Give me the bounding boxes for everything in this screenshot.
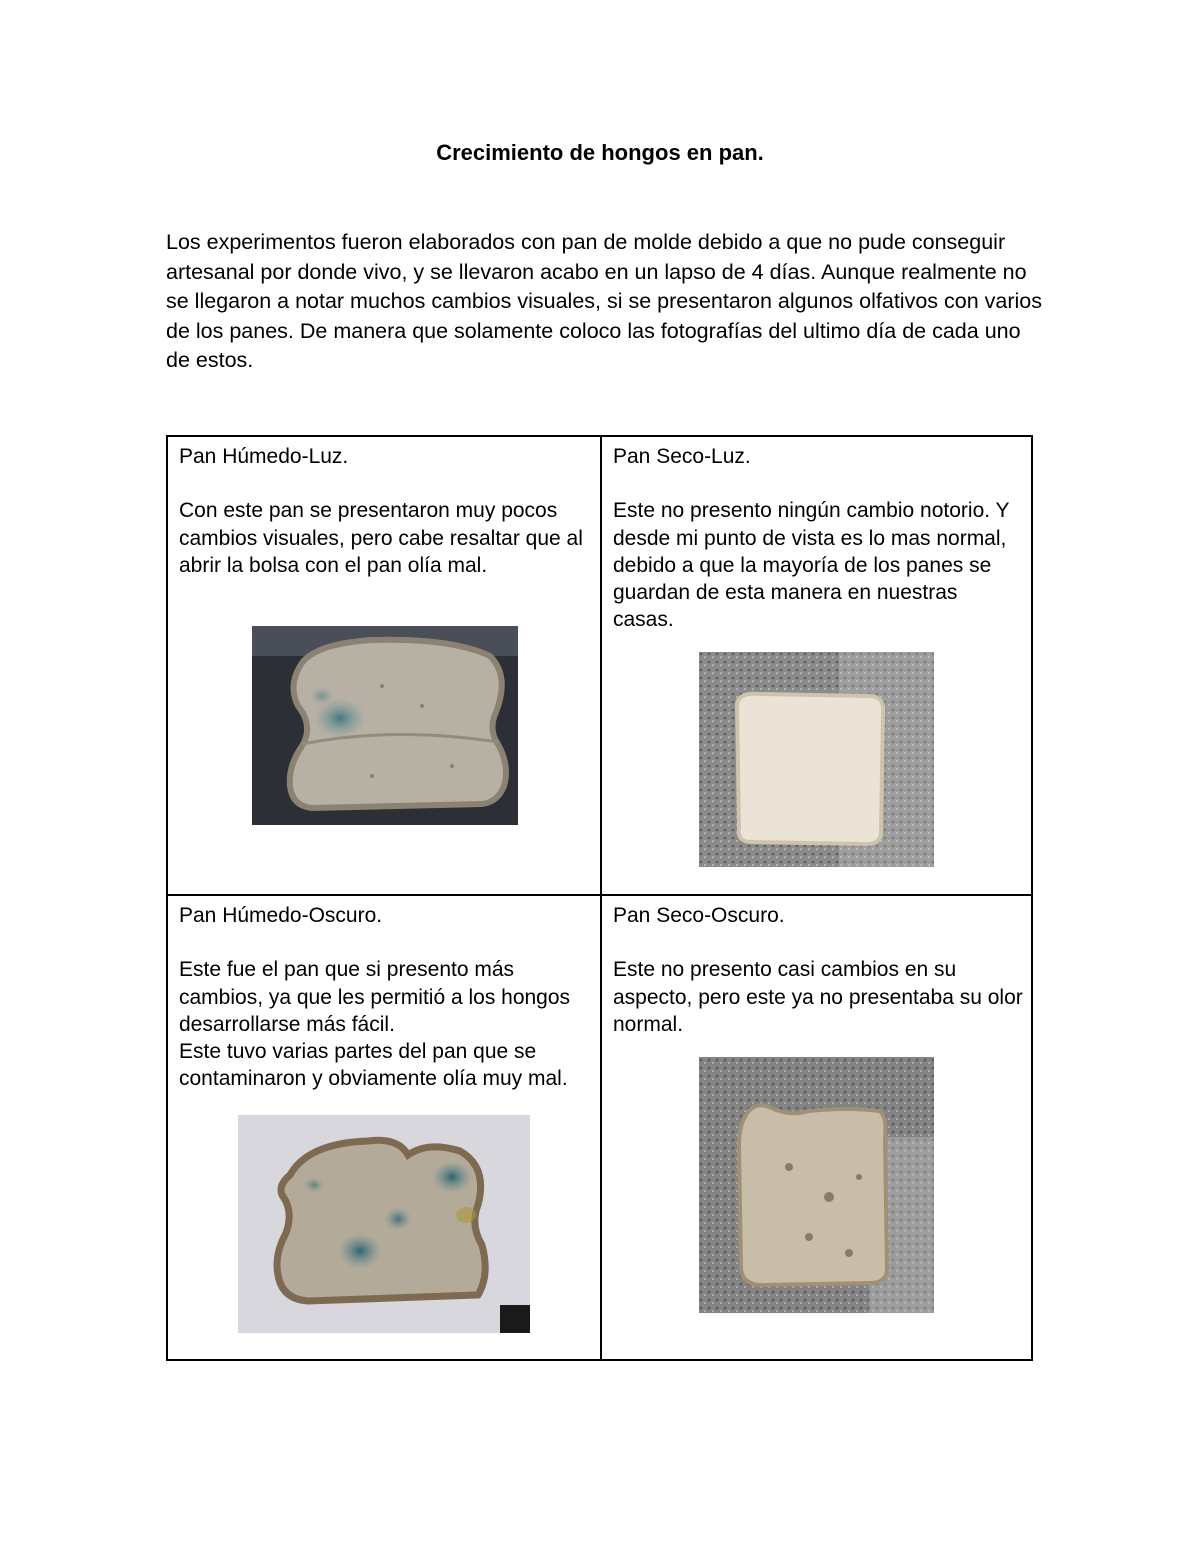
cell-humedo-oscuro [179,902,589,1093]
results-table [166,435,1033,1361]
photo-pan-humedo-luz [252,626,518,825]
table-divider-vertical [600,437,602,1359]
photo-pan-seco-luz [699,652,934,867]
table-divider-horizontal [168,894,1031,896]
cell-heading: Pan Seco-Oscuro. [613,904,785,927]
cell-description: Este fue el pan que si presento más cambios, ya que les permitió a los hongos desarrollarse más fácil. [179,958,571,1036]
cell-heading: Pan Húmedo-Luz. [179,445,349,468]
cell-seco-oscuro [613,902,1023,1038]
cell-description-continued: Este tuvo varias partes del pan que se contaminaron y obviamente olía muy mal. [179,1040,568,1091]
cell-seco-luz [613,443,1023,634]
intro-paragraph: Los experimentos fueron elaborados con pan de molde debido a que no pude conseguir artesanal por donde vivo, y se llevaron acabo en un lapso de 4 días. Aunque realmente no se llegaron a notar muchos cambios visuales, si se presentaron algunos olfativos con varios de los panes. De manera que solamente coloco las fotografías del ultimo día de cada uno de estos. [166,230,1042,372]
cell-heading: Pan Seco-Luz. [613,445,751,468]
page-title: Crecimiento de hongos en pan. [436,140,764,165]
photo-pan-humedo-oscuro [238,1115,530,1333]
cell-description: Este no presento ningún cambio notorio. Y desde mi punto de vista es lo mas normal, debido a que la mayoría de los panes se guardan de esta manera en nuestras casas. [613,499,1010,632]
photo-pan-seco-oscuro [699,1057,934,1313]
cell-description: Con este pan se presentaron muy pocos cambios visuales, pero cabe resaltar que al abrir la bolsa con el pan olía mal. [179,499,583,577]
cell-description: Este no presento casi cambios en su aspecto, pero este ya no presentaba su olor normal. [613,958,1023,1036]
cell-humedo-luz [179,443,589,579]
cell-heading: Pan Húmedo-Oscuro. [179,904,383,927]
